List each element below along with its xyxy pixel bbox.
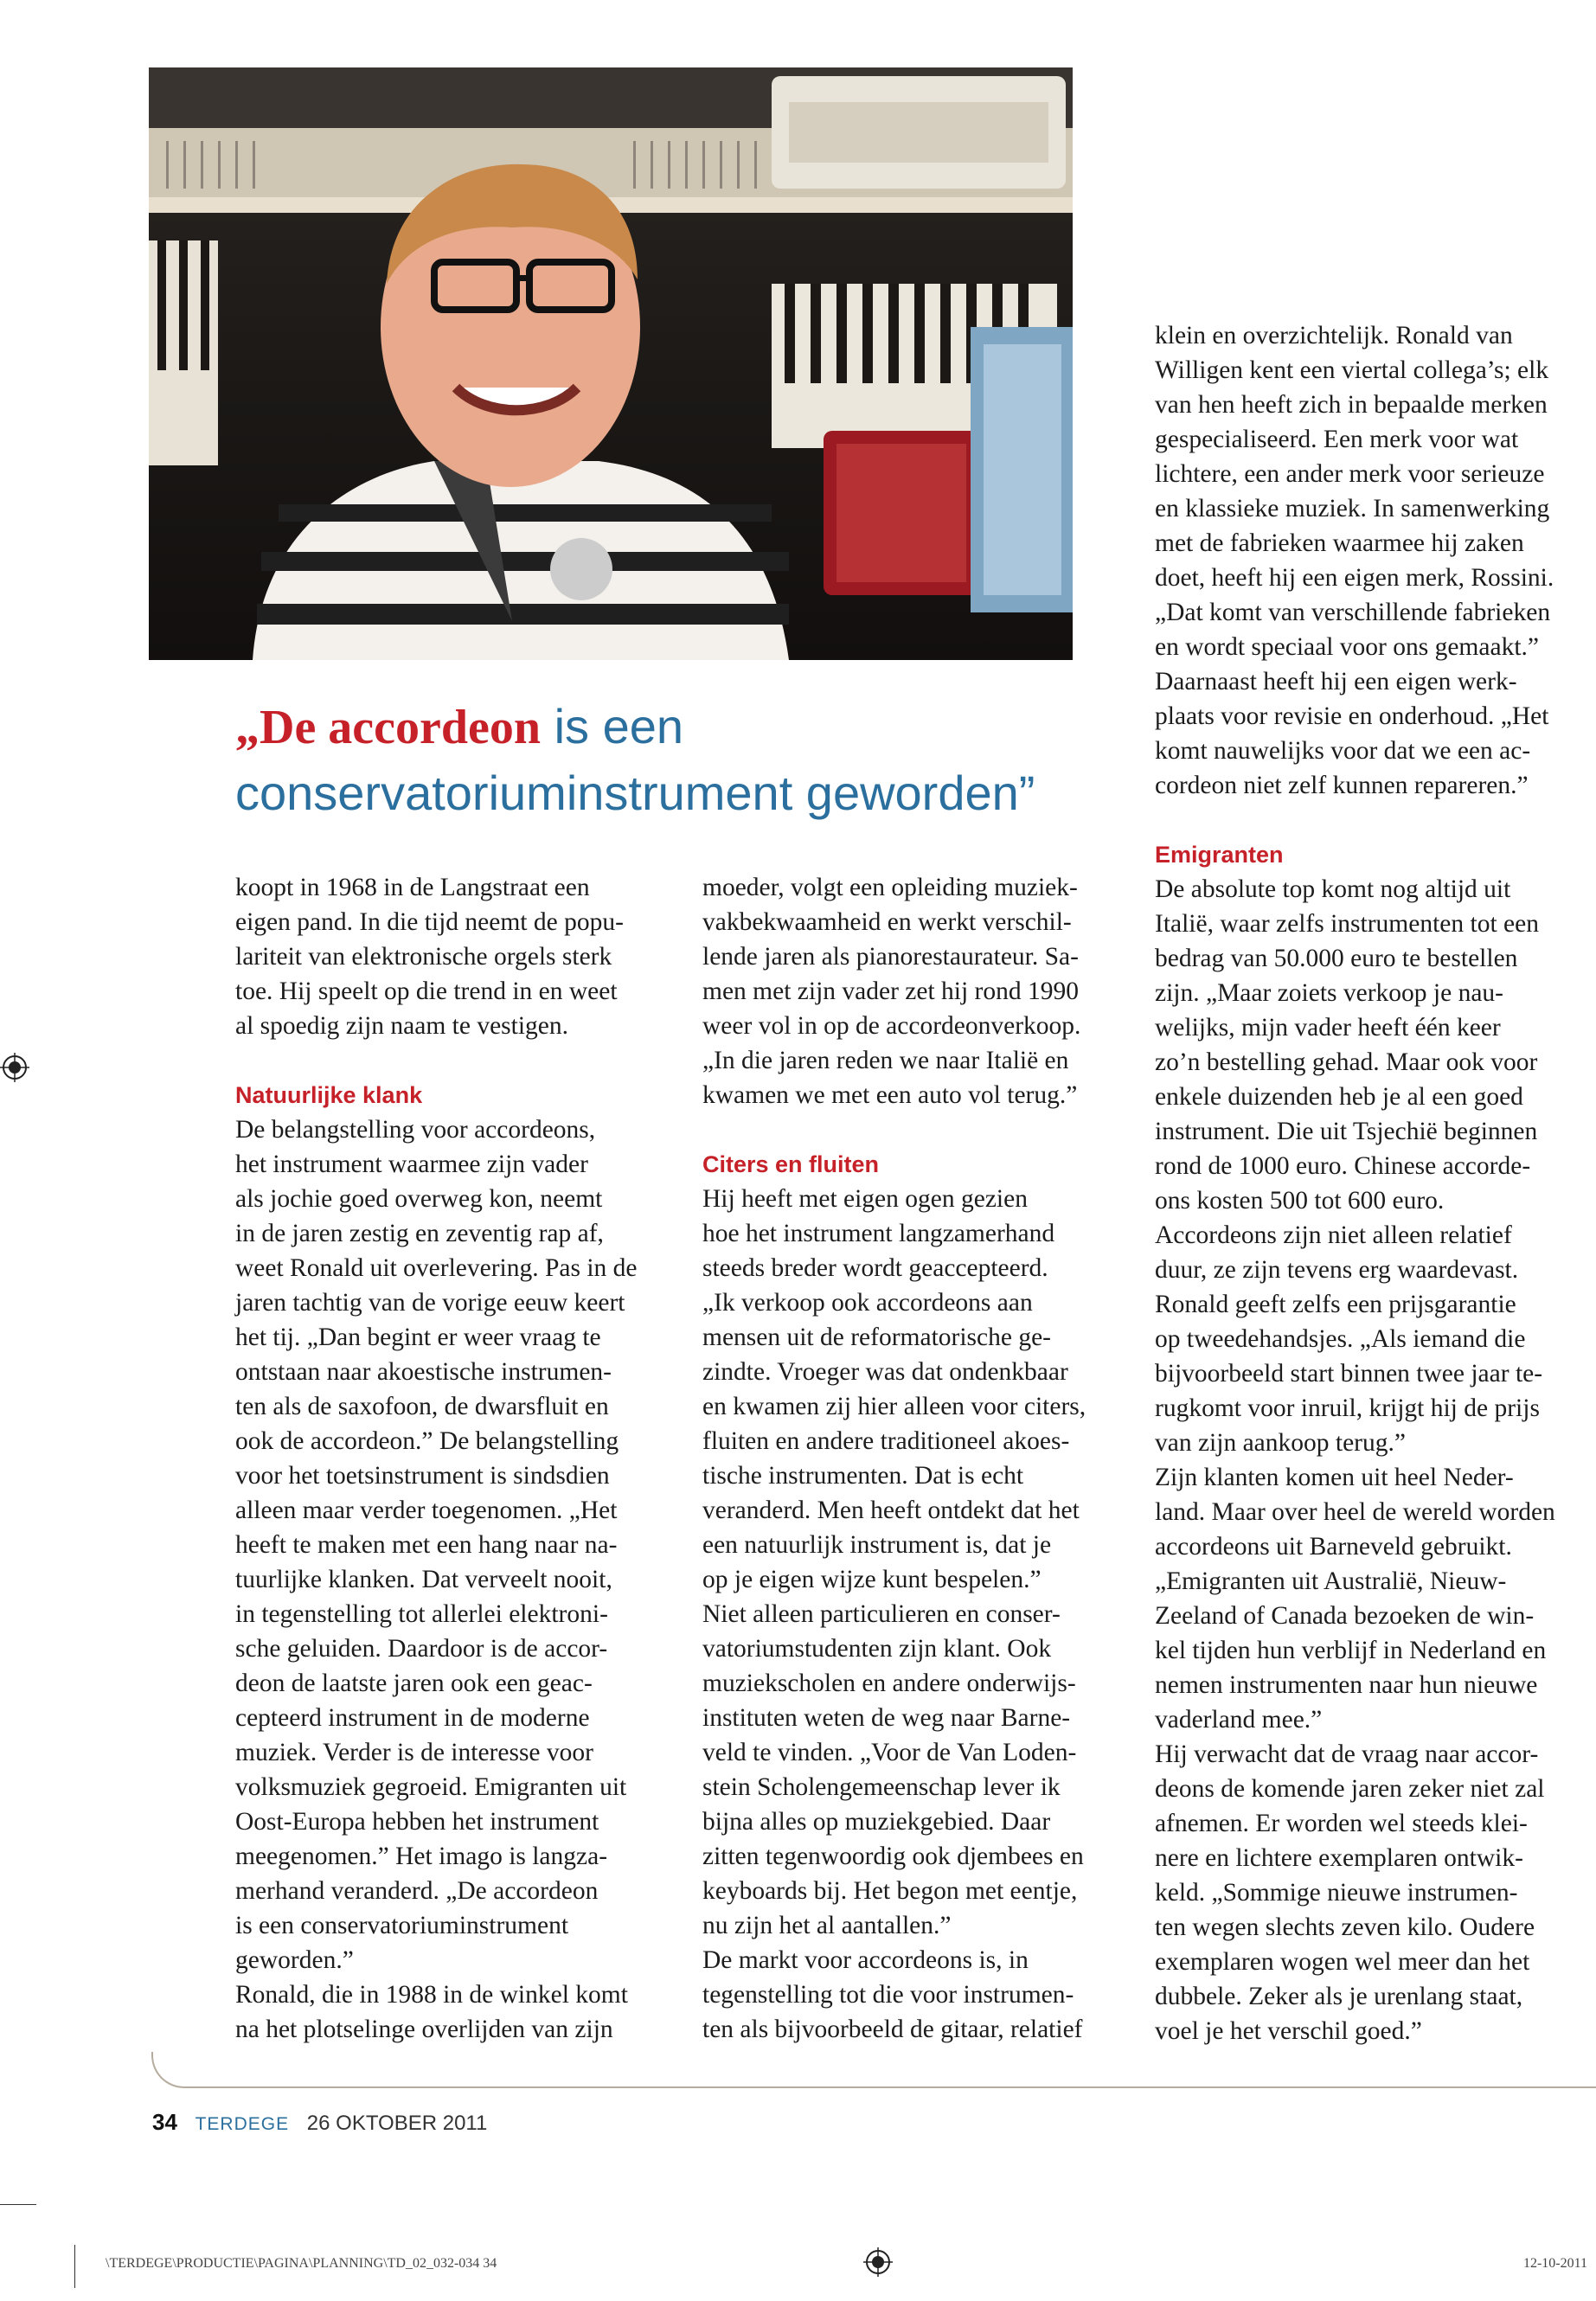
page-number: 34 xyxy=(152,2109,177,2135)
pull-quote-emphasis: „De accordeon xyxy=(235,701,542,754)
registration-mark-icon xyxy=(0,1053,29,1082)
production-date: 12-10-2011 xyxy=(1522,2256,1587,2271)
crop-mark xyxy=(74,2245,75,2288)
subheading-citers-en-fluiten: Citers en fluiten xyxy=(702,1151,880,1177)
pull-quote-line-1 xyxy=(235,694,1083,760)
article-column-1 xyxy=(235,870,685,2047)
pull-quote xyxy=(235,694,1083,826)
paragraph: koopt in 1968 in de Langstraat een eigen pand. In die tijd neemt de popu- lariteit van elektronische orgels sterk toe. Hij speelt op die trend in en weet al spoedig zijn naam te vestigen. xyxy=(235,874,624,1040)
photo-illustration xyxy=(149,67,1073,660)
paragraph: De belangstelling voor accordeons, het instrument waarmee zijn vader als jochie goed overweg kon, neemt in de jaren zestig en zeventig rap af, weet Ronald uit overlevering. Pas in de jaren tachtig van de vorige eeuw keert het tij. „Dan begint er weer vraag te ontstaan naar akoestische instrumen- ten als de saxofoon, de dwarsfluit en ook de accordeon.” De belangstelling voor het toetsinstrument is sindsdien alleen maar verder toegenomen. „Het heeft te maken met een hang naar na- tuurlijke klanken. Dat verveelt nooit, in tegenstelling tot allerlei elektroni- sche geluiden. Daardoor is de accor- deon de laatste jaren ook een geac- cepteerd instrument in de moderne muziek. Verder is de interesse voor volksmuziek gegroeid. Emigranten uit Oost-Europa hebben het instrument meegenomen.” Het imago is langza- merhand veranderd. „De accordeon is een conservatoriuminstrument geworden.” Ronald, die in 1988 in de winkel komt na het plotselinge overlijden van zijn xyxy=(235,1116,638,2043)
paragraph: moeder, volgt een opleiding muziek- vakbekwaamheid en werkt verschil- lende jaren als pianorestaurateur. Sa- men met zijn vader zet hij rond 1990 weer vol in op de accordeonverkoop. „In die jaren reden we naar Italië en kwamen we met een auto vol terug.” xyxy=(702,874,1081,1109)
issue-date: 26 OKTOBER 2011 xyxy=(306,2112,488,2135)
paragraph: Hij heeft met eigen ogen gezien hoe het instrument langzamerhand steeds breder wordt geaccepteerd. „Ik verkoop ook accordeons aan mensen uit de reformatorische ge- zindte. Vroeger was dat ondenkbaar en kwamen zij hier alleen voor citers, fluiten en andere traditioneel akoes- tische instrumenten. Dat is echt veranderd. Men heeft ontdekt dat het een natuurlijk instrument is, dat je op je eigen wijze kunt bespelen.” Niet alleen particulieren en conser- vatoriumstudenten zijn klant. Ook muziekscholen en andere onderwijs- instituten weten de weg naar Barne- veld te vinden. „Voor de Van Loden- stein Scholengemeenschap lever ik bijna alles op muziekgebied. Daar zitten tegenwoordig ook djembees en keyboards bij. Het begon met eentje, nu zijn het al aantallen.” De markt voor accordeons is, in tegenstelling tot die voor instrumen- ten als bijvoorbeeld de gitaar, relatief xyxy=(702,1185,1086,2043)
page-footer xyxy=(152,2109,487,2136)
production-slug: \TERDEGE\PRODUCTIE\PAGINA\PLANNING\TD_02_032-034 34 xyxy=(106,2256,497,2271)
subheading-natuurlijke-klank: Natuurlijke klank xyxy=(235,1082,423,1108)
paragraph: klein en overzichtelijk. Ronald van Willigen kent een viertal collega’s; elk van hen heeft zich in bepaalde merken gespecialiseerd. Een merk voor wat lichtere, een ander merk voor serieuze en klassieke muziek. In samenwerking met de fabrieken waarmee hij zaken doet, heeft hij een eigen merk, Rossini. „Dat komt van verschillende fabrieken en wordt speciaal voor ons gemaakt.” Daarnaast heeft hij een eigen werk- plaats voor revisie en onderhoud. „Het komt nauwelijks voor dat we een ac- cordeon niet zelf kunnen repareren.” xyxy=(1155,322,1554,799)
article-column-3 xyxy=(1155,318,1587,2048)
registration-mark-icon xyxy=(863,2247,893,2277)
crop-mark xyxy=(0,2204,36,2205)
pull-quote-line-2: conservatoriuminstrument geworden” xyxy=(235,766,1035,820)
article-column-2 xyxy=(702,870,1135,2047)
paragraph: De absolute top komt nog altijd uit Italië, waar zelfs instrumenten tot een bedrag van 50.000 euro te bestellen zijn. „Maar zoiets verkoop je nau- welijks, mijn vader heeft één keer zo’n bestelling gehad. Maar ook voor enkele duizenden heb je al een goed instrument. Die uit Tsjechië beginnen rond de 1000 euro. Chinese accorde- ons kosten 500 tot 600 euro. Accordeons zijn niet alleen relatief duur, ze zijn tevens erg waardevast. Ronald geeft zelfs een prijsgarantie op tweedehandsjes. „Als iemand die bijvoorbeeld start binnen twee jaar te- rugkomt voor inruil, krijgt hij de prijs van zijn aankoop terug.” Zijn klanten komen uit heel Neder- land. Maar over heel de wereld worden accordeons uit Barneveld gebruikt. „Emigranten uit Australië, Nieuw- Zeeland of Canada bezoeken de win- kel tijden hun verblijf in Nederland en nemen instrumenten naar hun nieuwe vaderland mee.” Hij verwacht dat de vraag naar accor- deons de komende jaren zeker niet zal afnemen. Er worden wel steeds klei- nere en lichtere exemplaren ontwik- keld. „Sommige nieuwe instrumen- ten wegen slechts zeven kilo. Oudere exemplaren wogen wel meer dan het dubbele. Zeker als je urenlang staat, voel je het verschil goed.” xyxy=(1155,875,1555,2045)
bottom-rule xyxy=(151,2052,1596,2088)
pull-quote-rest: is een xyxy=(541,699,684,753)
subheading-emigranten: Emigranten xyxy=(1155,842,1284,868)
magazine-name: TERDEGE xyxy=(195,2114,290,2134)
article-photo xyxy=(149,67,1073,660)
